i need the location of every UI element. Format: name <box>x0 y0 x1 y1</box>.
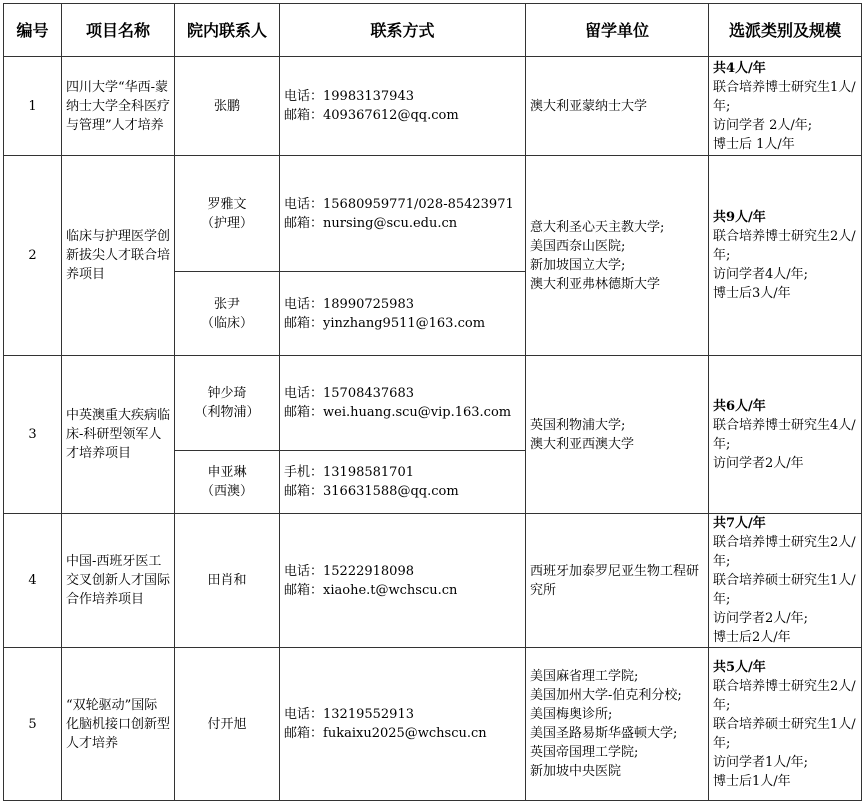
quota-total: 共4人/年 <box>713 60 766 76</box>
email-line <box>284 106 521 125</box>
email-label: 邮箱： <box>284 484 324 499</box>
quota-total: 共7人/年 <box>713 516 766 531</box>
project-name-text: 中英澳重大疾病临床-科研型领军人才培养项目 <box>66 408 171 461</box>
institutions <box>526 648 709 801</box>
phone-label: 电话： <box>284 296 324 312</box>
quota-total: 共9人/年 <box>713 210 766 225</box>
institution-item: 英国帝国理工学院; <box>530 745 639 760</box>
email-value: yinzhang9511@163.com <box>323 315 486 331</box>
institution-item: 澳大利亚蒙纳士大学 <box>530 98 648 114</box>
table-row <box>4 648 862 801</box>
email-label: 邮箱： <box>284 405 324 420</box>
email-label: 邮箱： <box>284 215 324 231</box>
phone-line <box>284 705 521 724</box>
quota-line: 联合培养博士研究生1人/年; <box>713 79 856 114</box>
contact-name: 罗雅文 <box>207 196 247 212</box>
email-value: xiaohe.t@wchscu.cn <box>323 582 458 598</box>
quota-line: 访问学者1人/年; <box>713 754 809 770</box>
contact-info <box>280 156 526 272</box>
institution-item: 美国麻省理工学院; <box>530 669 639 684</box>
table-row <box>4 356 862 451</box>
phone-line <box>284 87 521 106</box>
contact-person <box>175 514 280 648</box>
contact-person <box>175 57 280 156</box>
institution-item: 美国梅奥诊所; <box>530 707 613 722</box>
quota-line: 联合培养博士研究生2人/年; <box>713 678 856 713</box>
email-line <box>284 403 521 422</box>
contact-person <box>175 156 280 272</box>
project-name-text: 四川大学“华西-蒙纳士大学全科医疗与管理”人才培养 <box>66 79 171 133</box>
contact-person <box>175 356 280 451</box>
contact-info <box>280 648 526 801</box>
quota-line: 博士后3人/年 <box>713 286 791 301</box>
phone-line <box>284 195 521 214</box>
phone-value: 15222918098 <box>323 563 414 579</box>
contact-info <box>280 272 526 356</box>
contact-name: 田肖和 <box>207 573 247 588</box>
phone-label: 电话： <box>284 386 324 401</box>
phone-label: 手机： <box>284 465 324 480</box>
quota-line: 博士后 1人/年 <box>713 136 795 152</box>
quota-line: 博士后1人/年 <box>713 773 791 789</box>
quota <box>709 57 862 156</box>
project-name <box>62 156 175 356</box>
email-line <box>284 581 521 600</box>
institutions <box>526 356 709 514</box>
row-number: 3 <box>4 356 62 514</box>
email-line <box>284 214 521 233</box>
phone-label: 电话： <box>284 89 324 104</box>
email-value: wei.huang.scu@vip.163.com <box>323 405 512 420</box>
phone-value: 15708437683 <box>323 386 414 401</box>
phone-value: 13219552913 <box>323 707 414 722</box>
contact-person <box>175 648 280 801</box>
table-row <box>4 514 862 648</box>
institution-item: 澳大利亚弗林德斯大学 <box>530 276 661 292</box>
contact-name: 申亚琳 <box>207 465 247 480</box>
contact-info <box>280 514 526 648</box>
quota <box>709 514 862 648</box>
quota-line: 联合培养博士研究生4人/年; <box>713 417 856 452</box>
project-name-text: 临床与护理医学创新拔尖人才联合培养项目 <box>66 229 171 282</box>
table-row <box>4 156 862 272</box>
contact-role: （西澳） <box>200 484 253 499</box>
quota-line: 访问学者4人/年; <box>713 267 809 282</box>
contact-role: （临床） <box>200 315 253 331</box>
header-number: 编号 <box>4 4 62 57</box>
quota-total: 共6人/年 <box>713 398 766 414</box>
contact-role: （利物浦） <box>194 405 260 420</box>
header-contact: 院内联系人 <box>175 4 280 57</box>
quota <box>709 156 862 356</box>
institution-item: 新加坡国立大学; <box>530 257 626 273</box>
phone-line <box>284 463 521 482</box>
institution-item: 澳大利亚西澳大学 <box>530 436 635 452</box>
contact-name: 张鹏 <box>213 98 240 114</box>
program-table <box>3 3 862 801</box>
phone-label: 电话： <box>284 707 324 722</box>
quota-line: 访问学者 2人/年; <box>713 117 813 133</box>
row-number: 5 <box>4 648 62 801</box>
email-line <box>284 724 521 743</box>
institutions <box>526 156 709 356</box>
email-value: 316631588@qq.com <box>323 484 459 499</box>
contact-info <box>280 57 526 156</box>
phone-label: 电话： <box>284 563 324 579</box>
institution-item: 美国加州大学-伯克利分校; <box>530 688 682 703</box>
project-name-text: 中国-西班牙医工交叉创新人才国际合作培养项目 <box>66 554 171 607</box>
project-name-text: “双轮驱动”国际化脑机接口创新型人才培养 <box>66 697 171 751</box>
project-name <box>62 514 175 648</box>
quota <box>709 356 862 514</box>
contact-name: 张尹 <box>213 296 240 312</box>
institution-item: 新加坡中央医院 <box>530 764 622 779</box>
phone-value: 15680959771/028-85423971 <box>323 196 514 212</box>
email-value: nursing@scu.edu.cn <box>323 215 458 231</box>
quota-line: 联合培养硕士研究生1人/年; <box>713 716 856 751</box>
contact-info <box>280 451 526 514</box>
header-project: 项目名称 <box>62 4 175 57</box>
email-value: 409367612@qq.com <box>323 108 459 123</box>
quota-line: 联合培养博士研究生2人/年; <box>713 535 856 569</box>
institution-item: 西班牙加泰罗尼亚生物工程研究所 <box>530 563 700 598</box>
header-institution: 留学单位 <box>526 4 709 57</box>
contact-person <box>175 451 280 514</box>
row-number: 4 <box>4 514 62 648</box>
contact-name: 钟少琦 <box>207 386 247 401</box>
email-line <box>284 482 521 501</box>
institution-item: 美国圣路易斯华盛顿大学; <box>530 726 678 741</box>
phone-value: 18990725983 <box>323 296 414 312</box>
project-name <box>62 57 175 156</box>
project-name <box>62 356 175 514</box>
phone-value: 13198581701 <box>323 465 414 480</box>
quota <box>709 648 862 801</box>
header-row <box>4 4 862 57</box>
institution-item: 美国西奈山医院; <box>530 238 626 254</box>
project-name <box>62 648 175 801</box>
institutions <box>526 514 709 648</box>
quota-total: 共5人/年 <box>713 659 766 675</box>
email-label: 邮箱： <box>284 726 324 741</box>
email-label: 邮箱： <box>284 315 324 331</box>
quota-line: 访问学者2人/年; <box>713 611 809 626</box>
email-label: 邮箱： <box>284 582 324 598</box>
contact-name: 付开旭 <box>207 716 247 732</box>
header-contact-info: 联系方式 <box>280 4 526 57</box>
email-line <box>284 314 521 333</box>
table-row <box>4 57 862 156</box>
phone-line <box>284 295 521 314</box>
phone-value: 19983137943 <box>323 89 414 104</box>
email-label: 邮箱： <box>284 108 324 123</box>
table-body <box>4 57 862 801</box>
phone-label: 电话： <box>284 196 324 212</box>
institutions <box>526 57 709 156</box>
phone-line <box>284 562 521 581</box>
quota-line: 博士后2人/年 <box>713 630 791 645</box>
row-number: 2 <box>4 156 62 356</box>
contact-role: （护理） <box>200 215 253 231</box>
contact-info <box>280 356 526 451</box>
contact-person <box>175 272 280 356</box>
quota-line: 联合培养博士研究生2人/年; <box>713 229 856 263</box>
institution-item: 英国利物浦大学; <box>530 417 626 433</box>
row-number: 1 <box>4 57 62 156</box>
institution-item: 意大利圣心天主教大学; <box>530 219 665 235</box>
phone-line <box>284 384 521 403</box>
header-quota: 选派类别及规模 <box>709 4 862 57</box>
quota-line: 联合培养硕士研究生1人/年; <box>713 573 856 607</box>
quota-line: 访问学者2人/年 <box>713 455 804 471</box>
email-value: fukaixu2025@wchscu.cn <box>323 726 487 741</box>
